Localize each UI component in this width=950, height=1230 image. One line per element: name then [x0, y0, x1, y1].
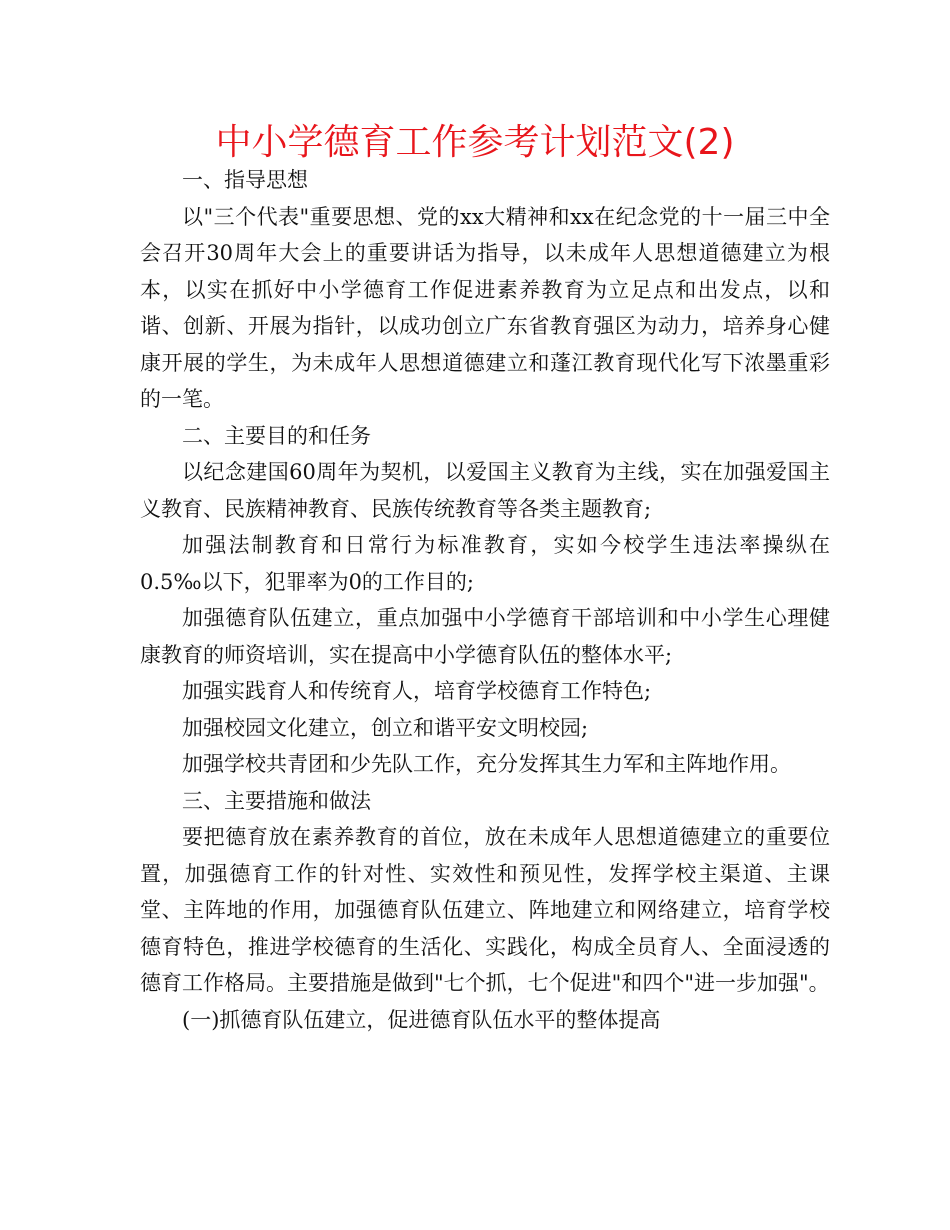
document-title: 中小学德育工作参考计划范文(2) [215, 122, 735, 163]
paragraph-goal-patriotic-education: 以纪念建国60周年为契机，以爱国主义教育为主线，实在加强爱国主义教育、民族精神教育、民族传统教育等各类主题教育; [140, 460, 830, 521]
paragraph-guiding-ideology: 以"三个代表"重要思想、党的xx大精神和xx在纪念党的十一届三中全会召开30周年大会上的重要讲话为指导，以未成年人思想道德建立为根本，以实在抓好中小学德育工作促进素养教育为立足点和出发点，以和谐、创新、开展为指针，以成功创立广东省教育强区为动力，培养身心健康开展的学生，为未成年人思想道德建立和蓬江教育现代化写下浓墨重彩的一笔。 [140, 204, 830, 411]
paragraph-goal-legal-education: 加强法制教育和日常行为标准教育，实如今校学生违法率操纵在0.5‰以下，犯罪率为0的工作目的; [140, 533, 830, 594]
heading-goals-and-tasks: 二、主要目的和任务 [182, 423, 371, 448]
heading-guiding-ideology: 一、指导思想 [182, 168, 308, 192]
subheading-measure-1: (一)抓德育队伍建立，促进德育队伍水平的整体提高 [182, 1007, 661, 1032]
paragraph-goal-campus-culture: 加强校园文化建立，创立和谐平安文明校园; [182, 715, 589, 740]
document-body [140, 162, 830, 1038]
paragraph-goal-practice-education: 加强实践育人和传统育人，培育学校德育工作特色; [182, 679, 652, 703]
heading-measures: 三、主要措施和做法 [182, 788, 371, 813]
paragraph-goal-team-building: 加强德育队伍建立，重点加强中小学德育干部培训和中小学生心理健康教育的师资培训，实在提高中小学德育队伍的整体水平; [140, 606, 830, 667]
paragraph-goal-youth-league: 加强学校共青团和少先队工作，充分发挥其生力军和主阵地作用。 [182, 752, 791, 776]
paragraph-measures: 要把德育放在素养教育的首位，放在未成年人思想道德建立的重要位置，加强德育工作的针对性、实效性和预见性，发挥学校主渠道、主课堂、主阵地的作用，加强德育队伍建立、阵地建立和网络建立，培育学校德育特色，推进学校德育的生活化、实践化，构成全员育人、全面浸透的德育工作格局。主要措施是做到"七个抓，七个促进"和四个"进一步加强"。 [140, 825, 830, 995]
